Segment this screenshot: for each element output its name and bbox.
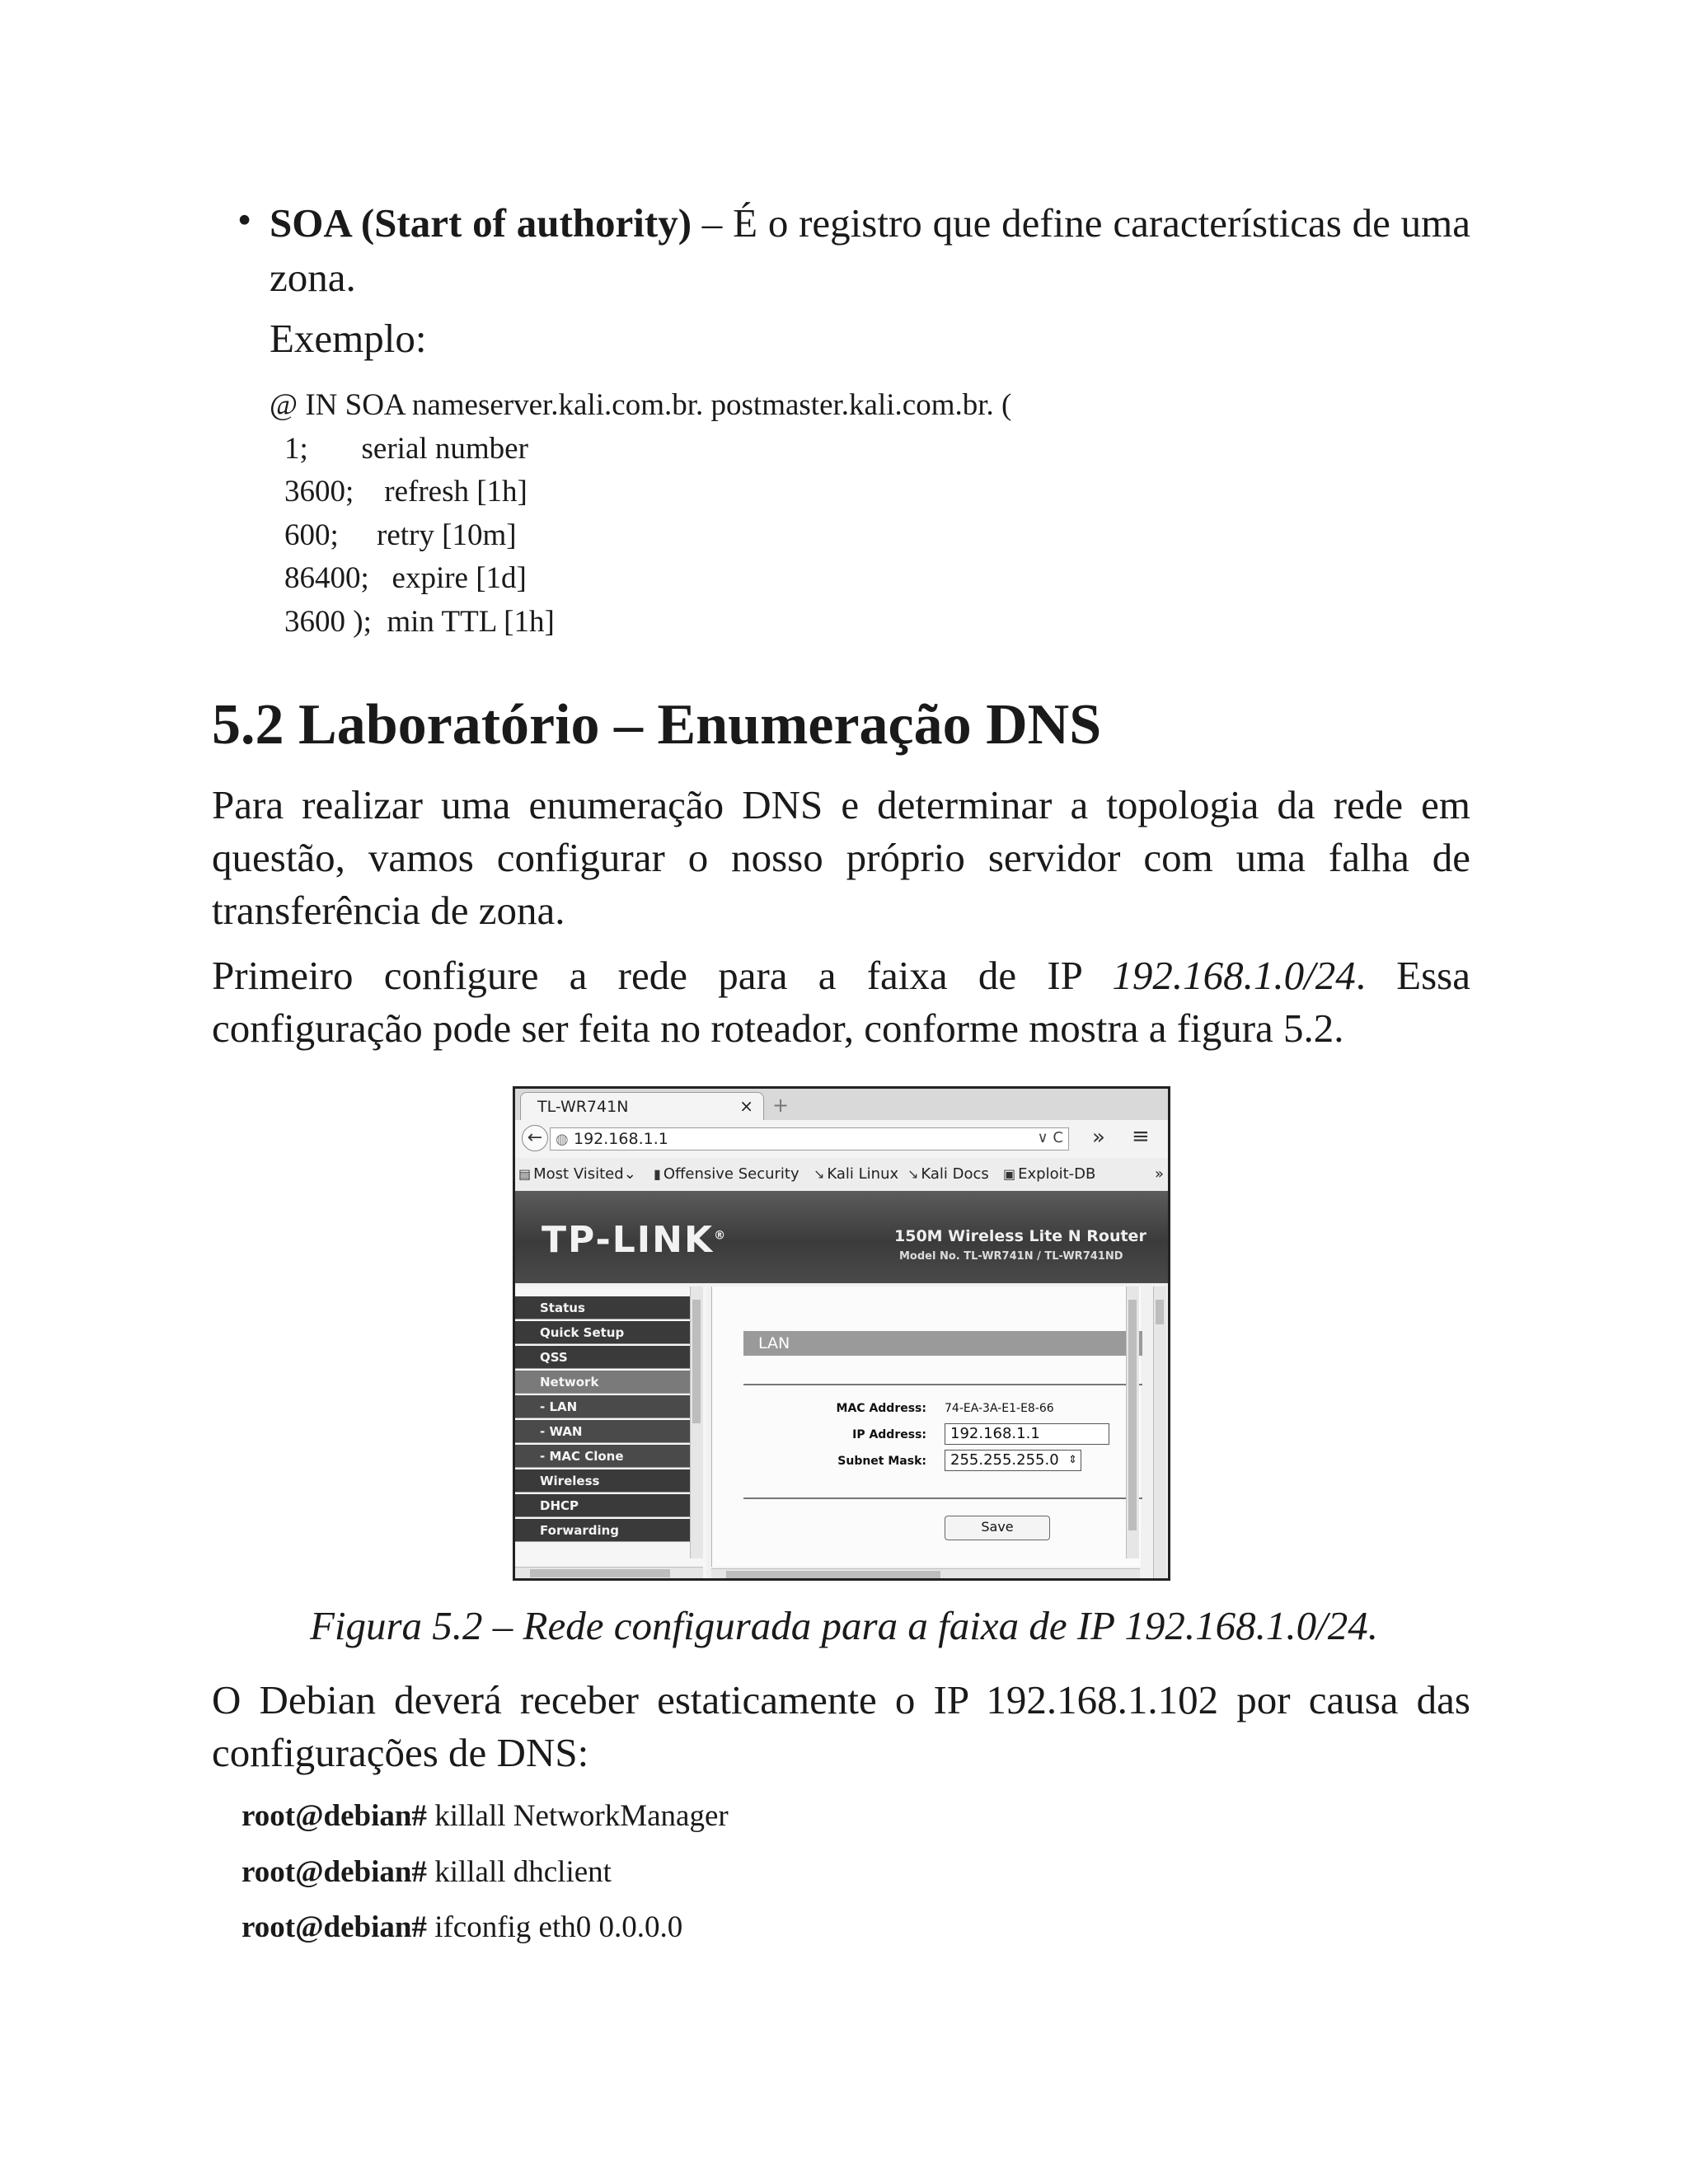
router-sidebar (515, 1286, 706, 1581)
ip-range: 192.168.1.0/24 (1112, 953, 1356, 998)
shell-prompt: root@debian# (241, 1855, 427, 1889)
sidebar-item-dhcp[interactable]: DHCP (515, 1494, 690, 1517)
soa-code-line: 86400; expire [1d] (284, 561, 527, 595)
sidebar-item-forwarding[interactable]: Forwarding (515, 1519, 690, 1542)
reload-icon[interactable]: ∨ C (1037, 1129, 1063, 1146)
sidebar-item-wireless[interactable]: Wireless (515, 1469, 690, 1493)
sidebar-item-qss[interactable]: QSS (515, 1346, 690, 1369)
kali-dragon-icon: ↘ (814, 1166, 825, 1182)
sidebar-scrollbar[interactable] (690, 1286, 703, 1558)
url-bar[interactable] (550, 1127, 1069, 1151)
bookmark-kali-linux[interactable] (814, 1165, 898, 1183)
router-header-banner (515, 1191, 1168, 1283)
bookmark-label: Most Visited (533, 1165, 624, 1183)
ip-address-input[interactable]: 192.168.1.1 (945, 1423, 1109, 1445)
soa-code-line: 3600 ); min TTL [1h] (284, 604, 555, 639)
bookmark-icon: ▮ (654, 1166, 661, 1182)
tab-title: TL-WR741N (537, 1098, 629, 1116)
command-text: killall NetworkManager (426, 1799, 729, 1833)
browser-nav-bar (515, 1120, 1168, 1159)
content-scrollbar[interactable] (1126, 1286, 1139, 1558)
bookmarks-bar (515, 1158, 1168, 1192)
shell-prompt: root@debian# (241, 1910, 427, 1944)
soa-bullet-text (270, 196, 1470, 305)
soa-code-line: 1; serial number (284, 431, 528, 466)
product-title: 150M Wireless Lite N Router (894, 1227, 1146, 1245)
router-screenshot-figure (513, 1086, 1170, 1581)
soa-description: – É o registro que define características de uma zona. (270, 200, 1470, 300)
product-model: Model No. TL-WR741N / TL-WR741ND (899, 1250, 1123, 1263)
bookmark-kali-docs[interactable] (907, 1165, 989, 1183)
soa-code-line: 3600; refresh [1h] (284, 475, 528, 509)
sidebar-item-quick-setup[interactable]: Quick Setup (515, 1321, 690, 1344)
mac-value: 74-EA-3A-E1-E8-66 (945, 1402, 1054, 1415)
overflow-chevron-icon[interactable]: » (1092, 1125, 1105, 1150)
folder-icon: ▤ (518, 1166, 532, 1182)
soa-record-example (270, 384, 1011, 644)
subnet-mask-select[interactable]: 255.255.255.0 ⇕ (945, 1450, 1081, 1471)
bookmark-label: Kali Linux (827, 1165, 899, 1183)
example-label: Exemplo: (270, 316, 427, 361)
globe-icon: ◍ (556, 1131, 569, 1148)
bookmarks-overflow-icon[interactable]: » (1155, 1165, 1165, 1183)
command-text: ifconfig eth0 0.0.0.0 (426, 1910, 683, 1944)
sidebar-item-wan[interactable]: - WAN (515, 1420, 690, 1443)
sidebar-item-status[interactable]: Status (515, 1296, 690, 1319)
bullet-marker: • (237, 197, 252, 242)
bookmark-label: Exploit-DB (1018, 1165, 1096, 1183)
save-button[interactable]: Save (945, 1516, 1050, 1540)
stepper-icon: ⇕ (1068, 1454, 1077, 1466)
command-line (241, 1910, 682, 1945)
mac-label: MAC Address: (836, 1402, 926, 1415)
debian-paragraph: O Debian deverá receber estaticamente o IP 192.168.1.102 por causa das configurações de DNS: (212, 1677, 1470, 1775)
soa-term: SOA (Start of authority) (270, 200, 692, 246)
bookmark-most-visited[interactable]: ▤ Most Visited⌄ (518, 1165, 636, 1183)
browser-tab-bar (515, 1089, 1168, 1120)
intro-paragraph: Para realizar uma enumeração DNS e determinar a topologia da rede em questão, vamos configurar o nosso próprio servidor com uma falha de transferência de zona. (212, 782, 1470, 933)
divider (743, 1384, 1142, 1385)
divider (743, 1497, 1142, 1499)
bookmark-label: Kali Docs (921, 1165, 989, 1183)
paragraph-text: Primeiro configure a rede para a faixa de IP (212, 953, 1113, 998)
exploit-db-icon: ▣ (1003, 1166, 1016, 1182)
section-heading: 5.2 Laboratório – Enumeração DNS (212, 693, 1102, 757)
window-scrollbar[interactable] (1153, 1286, 1166, 1581)
sidebar-item-mac-clone[interactable]: - MAC Clone (515, 1445, 690, 1468)
router-content-panel (711, 1286, 1141, 1567)
bookmark-label: Offensive Security (663, 1165, 799, 1183)
lan-section-title: LAN (743, 1331, 1142, 1356)
sidebar-item-network[interactable]: Network (515, 1371, 690, 1394)
content-h-scrollbar[interactable] (711, 1568, 1140, 1581)
command-line (241, 1854, 612, 1890)
browser-tab[interactable] (520, 1092, 764, 1120)
soa-code-line: 600; retry [10m] (284, 518, 517, 552)
sidebar-item-lan[interactable]: - LAN (515, 1395, 690, 1418)
new-tab-icon[interactable]: + (772, 1094, 790, 1117)
soa-code-line: @ IN SOA nameserver.kali.com.br. postmaster.kali.com.br. ( (270, 388, 1012, 422)
ip-label: IP Address: (852, 1428, 926, 1441)
sidebar-h-scrollbar[interactable] (515, 1567, 703, 1580)
bookmark-offensive-security[interactable] (654, 1165, 799, 1183)
command-text: killall dhclient (426, 1855, 612, 1889)
tp-link-logo: TP-LINK® (542, 1219, 728, 1261)
mask-label: Subnet Mask: (837, 1455, 926, 1468)
paragraph-text: . Essa configuração pode ser feita no roteador, conforme mostra a figura 5.2. (212, 953, 1470, 1051)
close-icon[interactable]: × (739, 1096, 753, 1116)
hamburger-menu-icon[interactable]: ≡ (1132, 1124, 1150, 1149)
back-arrow-icon[interactable]: ← (522, 1125, 548, 1151)
url-text: 192.168.1.1 (574, 1130, 668, 1148)
command-line (241, 1798, 729, 1834)
shell-prompt: root@debian# (241, 1799, 427, 1833)
bookmark-exploit-db[interactable] (1003, 1165, 1095, 1183)
figure-caption: Figura 5.2 – Rede configurada para a faixa de IP 192.168.1.0/24. (309, 1603, 1379, 1648)
kali-dragon-icon: ↘ (907, 1166, 919, 1182)
network-paragraph (212, 949, 1470, 1055)
